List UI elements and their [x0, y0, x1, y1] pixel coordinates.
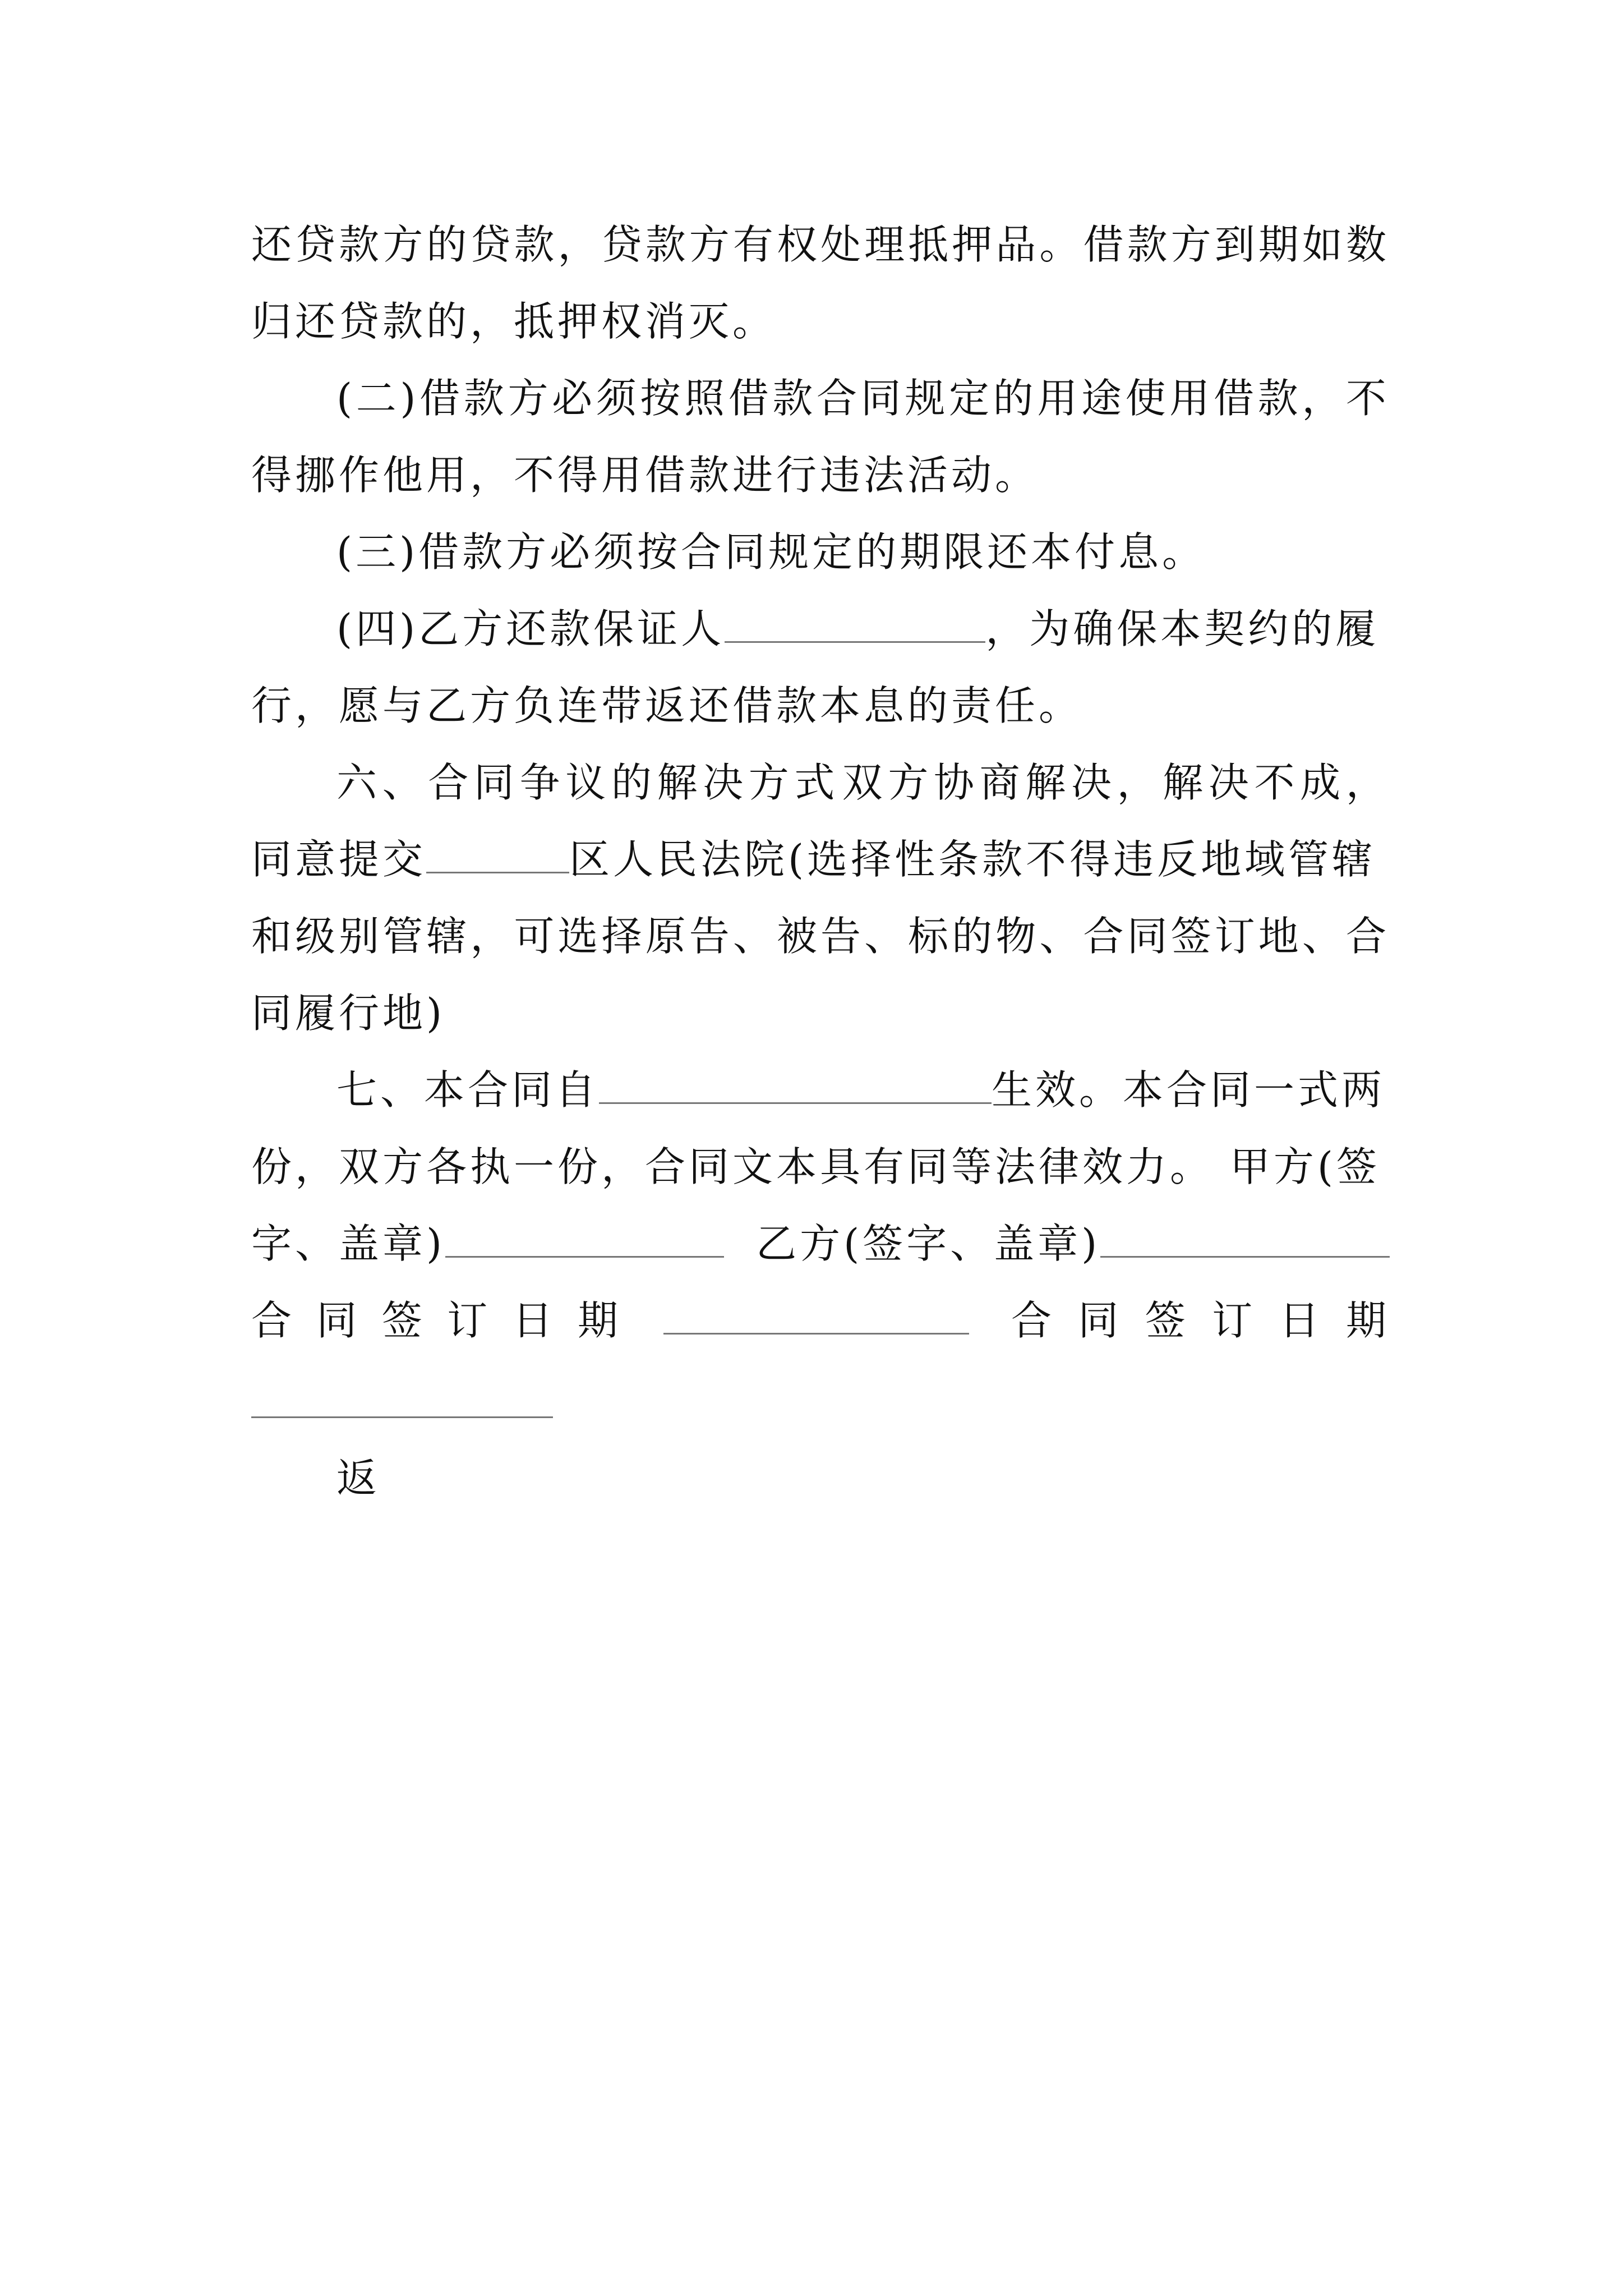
- guarantor-blank: [725, 608, 985, 643]
- effective-date-blank: [599, 1069, 992, 1104]
- party-a-sign-label: 字、盖章): [251, 1220, 446, 1267]
- date-blank-b: [251, 1416, 553, 1418]
- date-label-a: 合 同 签 订 日 期: [251, 1297, 621, 1344]
- document-body: [251, 206, 1390, 1359]
- paragraph-line-1: 还 贷 款 方 的 贷 款 ， 贷 款 方 有 权 处 理 抵 押 品 。 借 款 方 到 期 如 数: [251, 221, 1390, 268]
- clause-4-line-2: 行，愿与乙方负连带返还借款本息的责任。: [251, 682, 1083, 729]
- guarantor-label-after: ，为确保本契约的履: [985, 605, 1380, 652]
- dispute-line-3: 和 级 别 管 辖 ， 可 选 择 原 告 、 被 告 、 标 的 物 、 合 同 签 订 地 、 合: [251, 913, 1390, 960]
- party-b-sign-label: 乙方(签字、盖章): [756, 1220, 1101, 1267]
- party-b-sign-blank: [1100, 1222, 1390, 1258]
- date-blank-a: [663, 1299, 969, 1335]
- date-label-b: 合 同 签 订 日 期: [1011, 1297, 1390, 1344]
- dispute-line-2: [251, 821, 1390, 898]
- page-footer-text: 返: [336, 1455, 377, 1502]
- paragraph-line-2: 归还贷款的，抵押权消灭。: [251, 298, 777, 345]
- clause-4-line-1: [251, 591, 1390, 668]
- clause-3-line: (三)借款方必须按合同规定的期限还本付息。: [336, 528, 1206, 576]
- dispute-line-1: 六 、 合 同 争 议 的 解 决 方 式 双 方 协 商 解 决 ， 解 决 不 成 ，: [336, 759, 1390, 806]
- effective-label-after: 生效。本合同一式两: [992, 1066, 1386, 1114]
- date-line: [251, 1282, 1390, 1359]
- clause-2-line-2: 得挪作他用，不得用借款进行违法活动。: [251, 452, 1039, 499]
- dispute-label-after: 区人民法院(选择性条款不得违反地域管辖: [569, 836, 1376, 883]
- dispute-line-4: 同履行地): [251, 990, 446, 1037]
- dispute-label-before: 同意提交: [251, 836, 427, 883]
- party-a-sign-blank: [445, 1222, 724, 1258]
- effective-line: [251, 1052, 1390, 1129]
- clause-2-line-1: ( 二 ) 借 款 方 必 须 按 照 借 款 合 同 规 定 的 用 途 使 用 借 款 ， 不: [336, 375, 1390, 422]
- signature-line: [251, 1205, 1390, 1282]
- effective-label-before: 七、本合同自: [336, 1066, 600, 1114]
- copies-line: 份，双方各执一份，合同文本具有同等法律效力。 甲方(签: [251, 1143, 1380, 1190]
- guarantor-label: (四)乙方还款保证人: [336, 605, 725, 652]
- court-blank: [426, 838, 569, 873]
